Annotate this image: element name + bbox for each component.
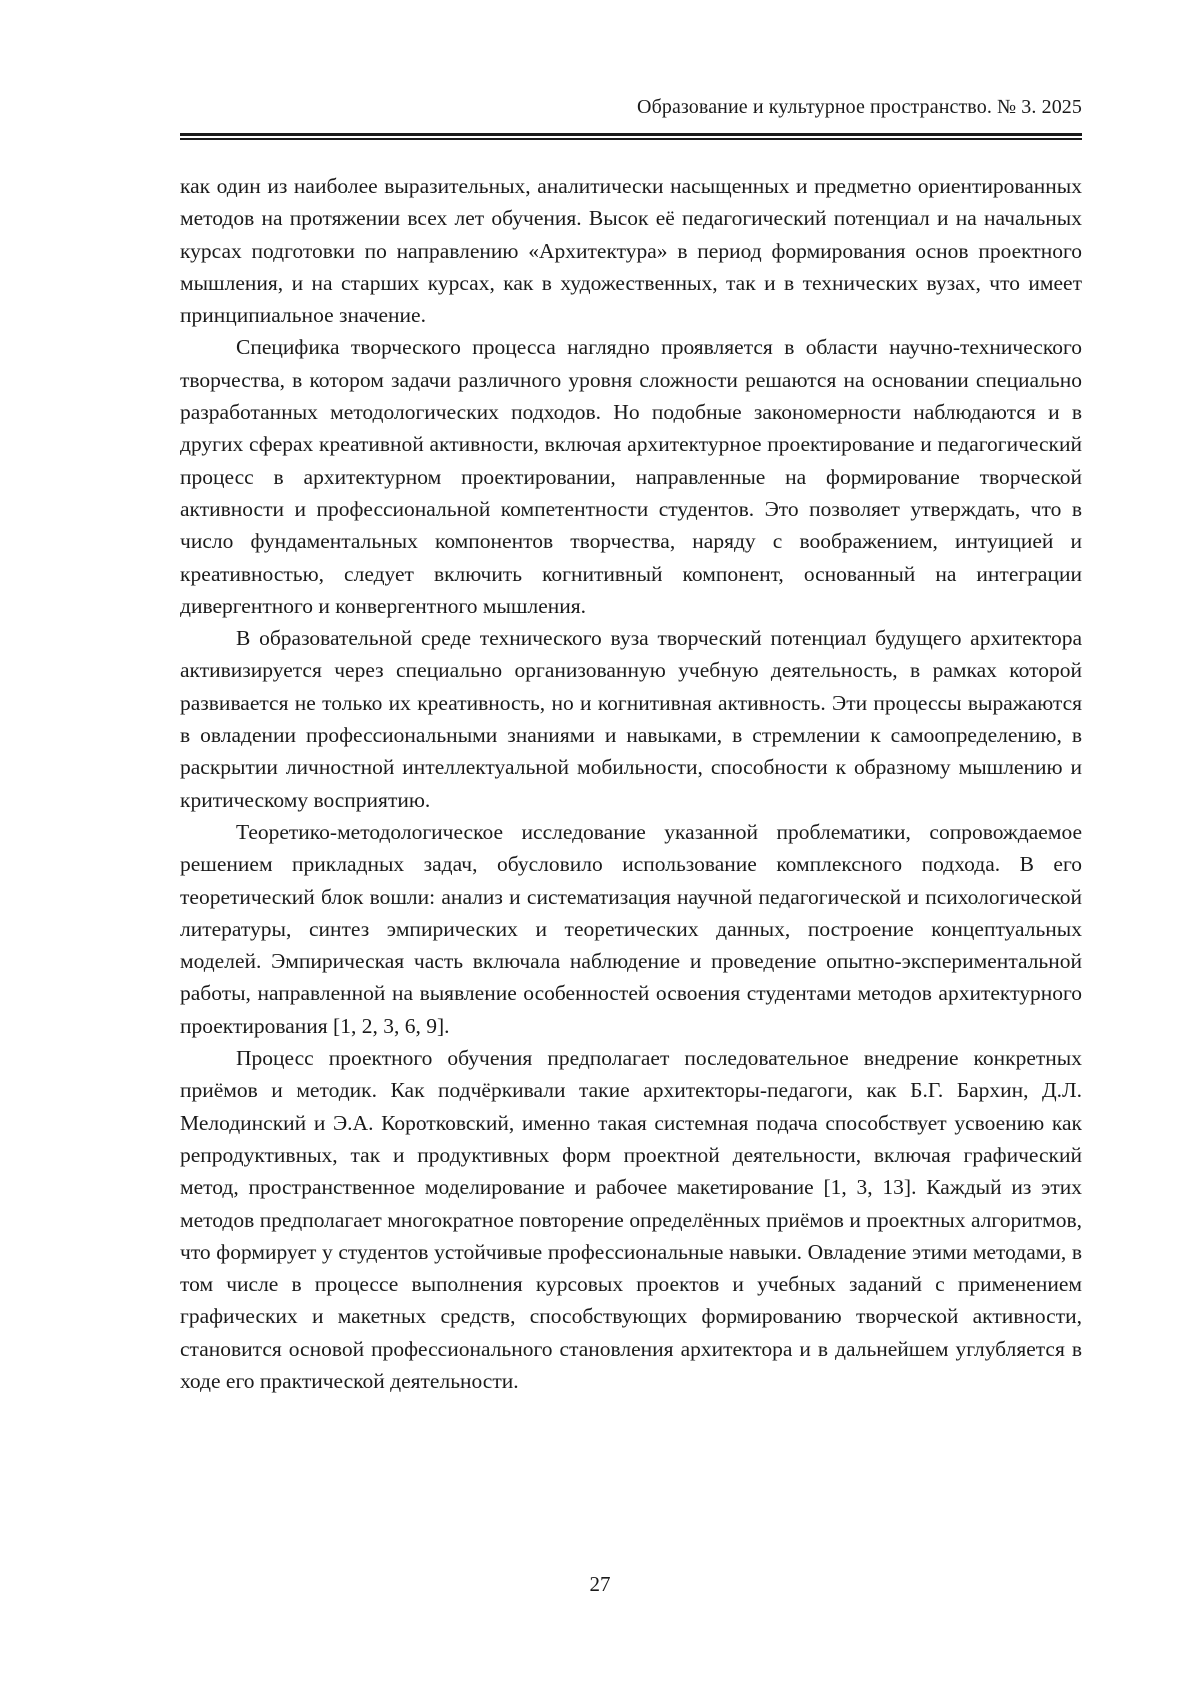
paragraph-3: В образовательной среде технического вуза творческий потенциал будущего архитектора активизируется через специально организованную учебную деятельность, в рамках которой развивается не только их креативность, но и когнитивная активность. Эти процессы выражаются в овладении профессиональными знаниями и навыками, в стремлении к самоопределению, в раскрытии личностной интеллектуальной мобильности, способности к образному мышлению и критическому восприятию. [180, 626, 1082, 812]
page-number: 27 [589, 1572, 611, 1596]
paragraph-2: Специфика творческого процесса наглядно проявляется в области научно-технического творчества, в котором задачи различного уровня сложности решаются на основании специально разработанных методологических подходов. Но подобные закономерности наблюдаются и в других сферах креативной активности, включая архитектурное проектирование и педагогический процесс в архитектурном проектировании, направленные на формирование творческой активности и профессиональной компетентности студентов. Это позволяет утверждать, что в число фундаментальных компонентов творчества, наряду с воображением, интуицией и креативностью, следует включить когнитивный компонент, основанный на интеграции дивергентного и конвергентного мышления. [180, 335, 1082, 618]
paragraph-4: Теоретико-методологическое исследование указанной проблематики, сопровождаемое решением прикладных задач, обусловило использование комплексного подхода. В его теоретический блок вошли: анализ и систематизация научной педагогической и психологической литературы, синтез эмпирических и теоретических данных, построение концептуальных моделей. Эмпирическая часть включала наблюдение и проведение опытно-экспериментальной работы, направленной на выявление особенностей освоения студентами методов архитектурного проектирования [1, 2, 3, 6, 9]. [180, 819, 1082, 1038]
header-rule-thick [180, 133, 1082, 136]
article-body [180, 170, 1082, 1397]
paragraph-5: Процесс проектного обучения предполагает последовательное внедрение конкретных приёмов и методик. Как подчёркивали такие архитекторы-педагоги, как Б.Г. Бархин, Д.Л. Мелодинский и Э.А. Коротковский, именно такая системная подача способствует усвоению как репродуктивных, так и продуктивных форм проектной деятельности, включая графический метод, пространственное моделирование и рабочее макетирование [1, 3, 13]. Каждый из этих методов предполагает многократное повторение определённых приёмов и проектных алгоритмов, что формирует у студентов устойчивые профессиональные навыки. Овладение этими методами, в том числе в процессе выполнения курсовых проектов и учебных заданий с применением графических и макетных средств, способствующих формированию творческой активности, становится основой профессионального становления архитектора и в дальнейшем углубляется в ходе его практической деятельности. [180, 1046, 1082, 1393]
paragraph-1: как один из наиболее выразительных, аналитически насыщенных и предметно ориентированных методов на протяжении всех лет обучения. Высок её педагогический потенциал и на начальных курсах подготовки по направлению «Архитектура» в период формирования основ проектного мышления, и на старших курсах, как в художественных, так и в технических вузах, что имеет принципиальное значение. [180, 174, 1082, 328]
header-rule [180, 133, 1082, 141]
running-header: Образование и культурное пространство. № 3. 2025 [637, 96, 1082, 118]
header-rule-thin [180, 138, 1082, 140]
